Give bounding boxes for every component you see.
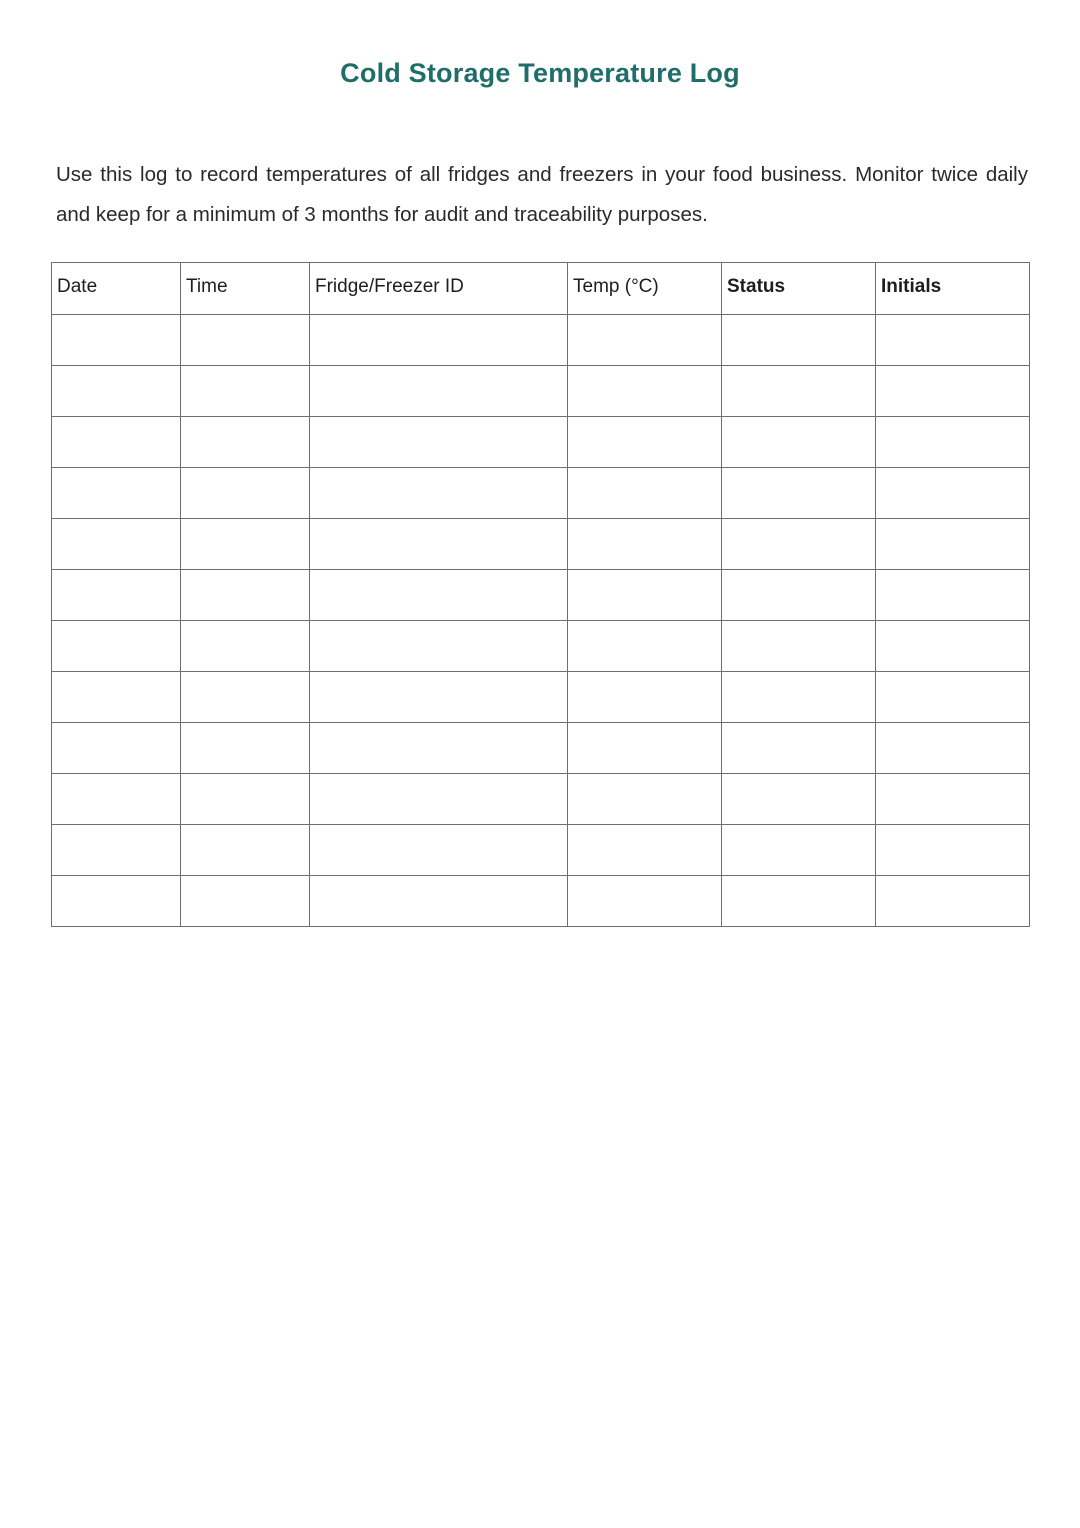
cell-fridge-freezer-id[interactable]: [310, 825, 568, 876]
cell-temp[interactable]: [568, 366, 722, 417]
cell-temp[interactable]: [568, 723, 722, 774]
cell-temp[interactable]: [568, 672, 722, 723]
table-row: [52, 876, 1030, 927]
cell-status[interactable]: [722, 570, 876, 621]
cell-date[interactable]: [52, 417, 181, 468]
column-header-temp: Temp (°C): [568, 263, 722, 315]
cell-fridge-freezer-id[interactable]: [310, 672, 568, 723]
cell-temp[interactable]: [568, 468, 722, 519]
cell-initials[interactable]: [876, 672, 1030, 723]
cell-time[interactable]: [181, 621, 310, 672]
cell-initials[interactable]: [876, 366, 1030, 417]
table-row: [52, 723, 1030, 774]
table-row: [52, 417, 1030, 468]
table-row: [52, 315, 1030, 366]
cell-temp[interactable]: [568, 519, 722, 570]
cell-fridge-freezer-id[interactable]: [310, 315, 568, 366]
cell-time[interactable]: [181, 417, 310, 468]
cell-time[interactable]: [181, 723, 310, 774]
cell-initials[interactable]: [876, 825, 1030, 876]
cell-time[interactable]: [181, 672, 310, 723]
column-header-initials: Initials: [876, 263, 1030, 315]
column-header-time: Time: [181, 263, 310, 315]
cell-date[interactable]: [52, 621, 181, 672]
cell-status[interactable]: [722, 825, 876, 876]
table-row: [52, 519, 1030, 570]
cell-temp[interactable]: [568, 621, 722, 672]
cell-status[interactable]: [722, 723, 876, 774]
cell-date[interactable]: [52, 315, 181, 366]
cell-time[interactable]: [181, 876, 310, 927]
cell-fridge-freezer-id[interactable]: [310, 876, 568, 927]
cell-fridge-freezer-id[interactable]: [310, 417, 568, 468]
cell-fridge-freezer-id[interactable]: [310, 621, 568, 672]
table-row: [52, 468, 1030, 519]
cell-initials[interactable]: [876, 417, 1030, 468]
cell-time[interactable]: [181, 825, 310, 876]
cell-status[interactable]: [722, 876, 876, 927]
cell-status[interactable]: [722, 774, 876, 825]
cell-temp[interactable]: [568, 315, 722, 366]
cell-date[interactable]: [52, 570, 181, 621]
cell-temp[interactable]: [568, 570, 722, 621]
cell-status[interactable]: [722, 672, 876, 723]
column-header-date: Date: [52, 263, 181, 315]
cell-date[interactable]: [52, 672, 181, 723]
cell-initials[interactable]: [876, 774, 1030, 825]
cell-fridge-freezer-id[interactable]: [310, 723, 568, 774]
cell-status[interactable]: [722, 621, 876, 672]
cell-initials[interactable]: [876, 315, 1030, 366]
cell-date[interactable]: [52, 519, 181, 570]
cell-time[interactable]: [181, 468, 310, 519]
cell-temp[interactable]: [568, 774, 722, 825]
cell-status[interactable]: [722, 468, 876, 519]
cell-time[interactable]: [181, 366, 310, 417]
cell-time[interactable]: [181, 315, 310, 366]
table-body: [52, 315, 1030, 927]
cell-status[interactable]: [722, 315, 876, 366]
cell-date[interactable]: [52, 825, 181, 876]
cell-date[interactable]: [52, 774, 181, 825]
table-row: [52, 672, 1030, 723]
intro-paragraph: Use this log to record temperatures of all fridges and freezers in your food business. Monitor twice daily and keep for a minimum of 3 months for audit and traceability purposes.: [56, 163, 1028, 226]
cell-status[interactable]: [722, 417, 876, 468]
cell-initials[interactable]: [876, 519, 1030, 570]
cell-time[interactable]: [181, 774, 310, 825]
cell-fridge-freezer-id[interactable]: [310, 468, 568, 519]
table-header-row: [52, 263, 1030, 315]
page-title: Cold Storage Temperature Log: [340, 58, 740, 88]
cell-date[interactable]: [52, 876, 181, 927]
cell-time[interactable]: [181, 570, 310, 621]
cell-temp[interactable]: [568, 825, 722, 876]
cell-status[interactable]: [722, 519, 876, 570]
cell-initials[interactable]: [876, 723, 1030, 774]
cell-date[interactable]: [52, 468, 181, 519]
cell-date[interactable]: [52, 723, 181, 774]
cell-date[interactable]: [52, 366, 181, 417]
cell-temp[interactable]: [568, 876, 722, 927]
cell-time[interactable]: [181, 519, 310, 570]
cell-initials[interactable]: [876, 621, 1030, 672]
table-row: [52, 621, 1030, 672]
cell-initials[interactable]: [876, 570, 1030, 621]
cell-status[interactable]: [722, 366, 876, 417]
temperature-log-table: [51, 262, 1030, 927]
cell-initials[interactable]: [876, 876, 1030, 927]
table-row: [52, 570, 1030, 621]
cell-fridge-freezer-id[interactable]: [310, 570, 568, 621]
table-row: [52, 774, 1030, 825]
cell-fridge-freezer-id[interactable]: [310, 366, 568, 417]
cell-fridge-freezer-id[interactable]: [310, 774, 568, 825]
cell-initials[interactable]: [876, 468, 1030, 519]
cell-temp[interactable]: [568, 417, 722, 468]
table-row: [52, 825, 1030, 876]
column-header-fridge-freezer-id: Fridge/Freezer ID: [310, 263, 568, 315]
cell-fridge-freezer-id[interactable]: [310, 519, 568, 570]
table-row: [52, 366, 1030, 417]
column-header-status: Status: [722, 263, 876, 315]
